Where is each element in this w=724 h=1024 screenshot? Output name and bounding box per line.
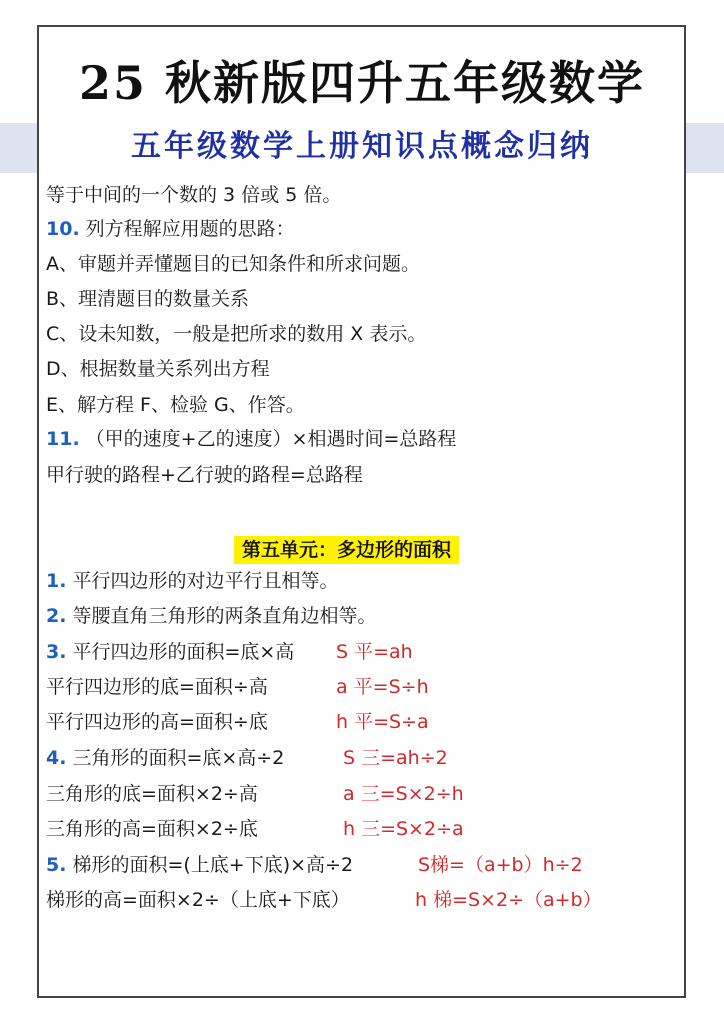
text-line: 三角形的高=面积×2÷底: [46, 818, 258, 840]
numbered-item-3: [46, 643, 294, 662]
formula-text: S梯=（a+b）h÷2: [418, 854, 583, 876]
text-line: E、解方程 F、检验 G、作答。: [46, 394, 305, 416]
text-line: 梯形的高=面积×2÷（上底+下底）: [46, 889, 350, 911]
item-text: 列方程解应用题的思路：: [85, 218, 295, 240]
formula-text: S 三=ah÷2: [343, 747, 448, 769]
text-line: D、根据数量关系列出方程: [46, 358, 270, 380]
item-text: （甲的速度+乙的速度）×相遇时间=总路程: [85, 428, 457, 450]
text-line: 平行四边形的底=面积÷高: [46, 676, 268, 698]
formula-text: a 三=S×2÷h: [343, 783, 464, 805]
item-text: 平行四边形的面积=底×高: [72, 641, 295, 663]
page-subtitle: [0, 129, 724, 165]
subtitle-text: 五年级数学上册知识点概念归纳: [125, 129, 599, 164]
numbered-item-5: [46, 856, 353, 875]
item-number: 2.: [46, 605, 67, 627]
formula-text: h 三=S×2÷a: [343, 818, 464, 840]
text-line: A、审题并弄懂题目的已知条件和所求问题。: [46, 253, 420, 275]
item-number: 11.: [46, 428, 80, 450]
item-text: 梯形的面积=(上底+下底)×高÷2: [72, 854, 354, 876]
text-line: 三角形的底=面积×2÷高: [46, 783, 258, 805]
page-title: 25 秋新版四升五年级数学: [78, 56, 646, 110]
numbered-item-4: [46, 749, 284, 768]
formula-text: S 平=ah: [336, 641, 413, 663]
numbered-item-1: [46, 572, 338, 591]
text-line: 平行四边形的高=面积÷底: [46, 711, 268, 733]
section-heading: 第五单元：多边形的面积: [234, 536, 459, 564]
numbered-item-10: [46, 220, 295, 239]
item-text: 三角形的面积=底×高÷2: [72, 747, 285, 769]
item-number: 3.: [46, 641, 67, 663]
item-text: 等腰直角三角形的两条直角边相等。: [72, 605, 377, 627]
text-line: B、理清题目的数量关系: [46, 288, 250, 310]
formula-text: h 梯=S×2÷（a+b）: [415, 889, 602, 911]
item-number: 1.: [46, 570, 67, 592]
formula-text: a 平=S÷h: [336, 676, 429, 698]
text-line: C、设未知数，一般是把所求的数用 X 表示。: [46, 323, 427, 345]
page-frame: [37, 25, 686, 998]
item-number: 10.: [46, 218, 80, 240]
text-line: 等于中间的一个数的 3 倍或 5 倍。: [46, 184, 342, 206]
item-text: 平行四边形的对边平行且相等。: [72, 570, 339, 592]
item-number: 5.: [46, 854, 67, 876]
item-number: 4.: [46, 747, 67, 769]
numbered-item-2: [46, 607, 376, 626]
formula-text: h 平=S÷a: [336, 711, 429, 733]
numbered-item-11: [46, 430, 456, 449]
text-line: 甲行驶的路程+乙行驶的路程=总路程: [46, 464, 363, 486]
